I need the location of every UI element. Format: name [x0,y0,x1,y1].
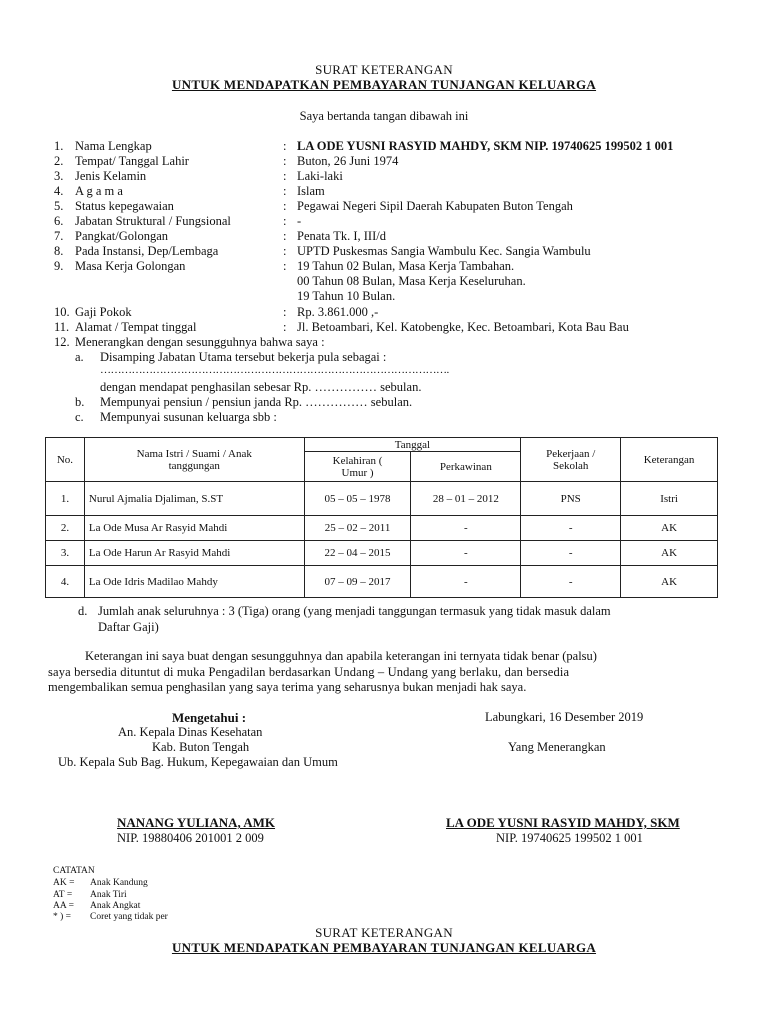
cell-perkawinan: - [411,541,521,566]
statement-line: Keterangan ini saya buat dengan sesungguhnya dan apabila keterangan ini ternyata tidak benar (palsu) [85,649,597,663]
cell-keterangan: AK [621,516,718,541]
field-label: Status kepegawaian [75,199,174,213]
field-colon: : [283,259,287,273]
right-sign-role: Yang Menerangkan [508,740,606,754]
field-row [0,184,768,199]
left-sign-line: Kab. Buton Tengah [152,740,250,754]
statement-line: mengembalikan semua penghasilan yang saya terima yang seharusnya bukan menjadi hak saya. [48,680,527,694]
cell-pekerjaan: PNS [521,482,621,516]
table-row [46,516,718,541]
field-value: Buton, 26 Juni 1974 [297,154,399,168]
field-label: Pangkat/Golongan [75,229,169,243]
field-value: Penata Tk. I, III/d [297,229,386,243]
field-number: 8. [54,244,64,258]
field-label: A g a m a [75,184,123,198]
field-colon: : [283,169,287,183]
field-number: 7. [54,229,64,243]
field-value: Rp. 3.861.000 ,- [297,305,379,319]
item-12a-income: dengan mendapat penghasilan sebesar Rp. …………… sebulan. [100,380,422,394]
cell-perkawinan: 28 – 01 – 2012 [411,482,521,516]
footer-subtitle: UNTUK MENDAPATKAN PEMBAYARAN TUNJANGAN KELUARGA [171,940,597,955]
cell-kelahiran: 07 – 09 – 2017 [304,566,411,598]
cell-name: Nurul Ajmalia Djaliman, S.ST [84,482,304,516]
masa-kerja-line [0,274,768,289]
header-kelahiran: Kelahiran ( Umur ) [332,454,383,479]
item-12a-dots-row [0,364,768,379]
item-12b-text: Mempunyai pensiun / pensiun janda Rp. …………… sebulan. [100,395,413,409]
notes-heading: CATATAN [53,866,95,876]
header-pekerjaan-cell [521,438,621,482]
item-12b-mark: b. [75,395,85,409]
item-12a-mark: a. [75,350,84,364]
item-12c-text: Mempunyai susunan keluarga sbb : [100,410,277,424]
intro-text: Saya bertanda tangan dibawah ini [299,109,469,123]
right-sign-date: Labungkari, 16 Desember 2019 [485,710,644,724]
item-d-mark: d. [78,604,88,618]
field-label: Pada Instansi, Dep/Lembaga [75,244,219,258]
header-tanggal: Tanggal [304,438,521,452]
field-row [0,214,768,229]
item-12a-row [0,350,768,365]
field-number: 11. [54,320,70,334]
field-value: UPTD Puskesmas Sangia Wambulu Kec. Sangia Wambulu [297,244,591,258]
field-value: Jl. Betoambari, Kel. Katobengke, Kec. Betoambari, Kota Bau Bau [297,320,629,334]
field-label: Jabatan Struktural / Fungsional [75,214,231,228]
header-pekerjaan: Pekerjaan / Sekolah [546,447,596,472]
field-row [0,320,768,335]
cell-no: 4. [46,566,85,598]
field-number: 4. [54,184,64,198]
document-title: SURAT KETERANGAN [315,62,453,77]
item-d-line2: Daftar Gaji) [98,620,159,634]
cell-kelahiran: 22 – 04 – 2015 [304,541,411,566]
header-perkawinan: Perkawinan [411,452,521,482]
footer-title: SURAT KETERANGAN [315,925,453,940]
cell-keterangan: AK [621,541,718,566]
field-row [0,154,768,169]
field-colon: : [283,139,287,153]
left-sign-nip: NIP. 19880406 201001 2 009 [117,831,264,845]
field-row [0,244,768,259]
masa-kerja-line [0,289,768,304]
field-row [0,259,768,274]
cell-perkawinan: - [411,516,521,541]
field-colon: : [283,199,287,213]
table-row [46,482,718,516]
item-12a-income-row [0,380,768,395]
item-12-number: 12. [54,335,70,349]
cell-keterangan: Istri [621,482,718,516]
item-12-text: Menerangkan dengan sesungguhnya bahwa saya : [75,335,325,349]
header-keterangan: Keterangan [621,438,718,482]
cell-name: La Ode Harun Ar Rasyid Mahdi [84,541,304,566]
left-sign-heading: Mengetahui : [172,710,247,725]
note-code: AT = [53,890,73,900]
field-row [0,305,768,320]
field-value: Laki-laki [297,169,343,183]
note-desc: Coret yang tidak per [90,912,168,922]
field-number: 9. [54,259,64,273]
field-colon: : [283,214,287,228]
header-kelahiran-cell [304,452,411,482]
field-colon: : [283,229,287,243]
cell-name: La Ode Musa Ar Rasyid Mahdi [84,516,304,541]
field-label: Nama Lengkap [75,139,152,153]
table-row [46,566,718,598]
cell-pekerjaan: - [521,566,621,598]
note-code: AA = [53,901,74,911]
field-value: - [297,214,302,228]
note-desc: Anak Angkat [90,901,141,911]
field-colon: : [283,305,287,319]
field-label: Alamat / Tempat tinggal [75,320,197,334]
cell-no: 2. [46,516,85,541]
header-name-cell [84,438,304,482]
family-table [45,437,718,598]
field-number: 3. [54,169,64,183]
header-no: No. [46,438,85,482]
right-sign-nip: NIP. 19740625 199502 1 001 [496,831,643,845]
masa-kerja-extra: 19 Tahun 10 Bulan. [297,289,396,303]
cell-no: 1. [46,482,85,516]
field-value: Pegawai Negeri Sipil Daerah Kabupaten Buton Tengah [297,199,573,213]
item-12a-dots: ………………………………………………………………………………………. [100,364,449,376]
masa-kerja-extra: 00 Tahun 08 Bulan, Masa Kerja Keseluruhan. [297,274,526,288]
cell-perkawinan: - [411,566,521,598]
field-label: Tempat/ Tanggal Lahir [75,154,189,168]
field-value: Islam [297,184,325,198]
note-desc: Anak Tiri [90,890,127,900]
item-12c-mark: c. [75,410,84,424]
header-name: Nama Istri / Suami / Anak tanggungan [136,447,252,472]
field-label: Masa Kerja Golongan [75,259,186,273]
field-row [0,229,768,244]
note-code: AK = [53,878,75,888]
item-12b-row [0,395,768,410]
cell-kelahiran: 05 – 05 – 1978 [304,482,411,516]
left-sign-line: Ub. Kepala Sub Bag. Hukum, Kepegawaian dan Umum [58,755,338,769]
left-sign-line: An. Kepala Dinas Kesehatan [118,725,263,739]
field-colon: : [283,184,287,198]
table-row [46,541,718,566]
field-colon: : [283,320,287,334]
cell-kelahiran: 25 – 02 – 2011 [304,516,411,541]
field-label: Gaji Pokok [75,305,132,319]
field-row [0,199,768,214]
field-colon: : [283,154,287,168]
item-d-line1: Jumlah anak seluruhnya : 3 (Tiga) orang (yang menjadi tanggungan termasuk yang tidak masuk dalam [98,604,611,618]
field-row [0,169,768,184]
field-value: 19 Tahun 02 Bulan, Masa Kerja Tambahan. [297,259,515,273]
note-desc: Anak Kandung [90,878,148,888]
field-colon: : [283,244,287,258]
field-number: 2. [54,154,64,168]
cell-pekerjaan: - [521,541,621,566]
left-sign-name: NANANG YULIANA, AMK [117,815,276,830]
field-number: 10. [54,305,70,319]
cell-name: La Ode Idris Madilao Mahdy [84,566,304,598]
cell-keterangan: AK [621,566,718,598]
item-12a-text: Disamping Jabatan Utama tersebut bekerja pula sebagai : [100,350,387,364]
field-number: 6. [54,214,64,228]
table-header-row [46,438,718,452]
right-sign-name: LA ODE YUSNI RASYID MAHDY, SKM [446,815,680,830]
field-number: 1. [54,139,64,153]
cell-no: 3. [46,541,85,566]
field-label: Jenis Kelamin [75,169,147,183]
field-value-name: LA ODE YUSNI RASYID MAHDY, SKM NIP. 19740625 199502 1 001 [297,139,674,153]
field-number: 5. [54,199,64,213]
item-12-row [0,335,768,350]
item-12c-row [0,410,768,425]
field-row [0,139,768,154]
statement-line: saya bersedia dituntut di muka Pengadilan berdasarkan Undang – Undang yang berlaku, dan bersedia [48,665,570,679]
document-subtitle: UNTUK MENDAPATKAN PEMBAYARAN TUNJANGAN KELUARGA [171,77,597,92]
cell-pekerjaan: - [521,516,621,541]
note-code: * ) = [53,912,72,922]
